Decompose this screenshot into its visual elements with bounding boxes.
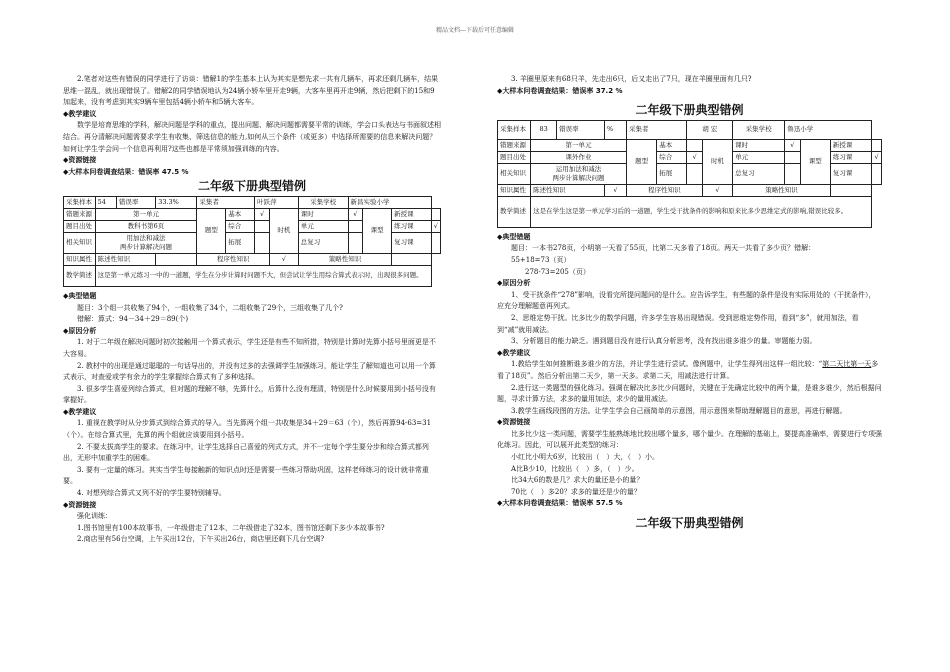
suggestion-item: 3.教学生画线段图的方法。让学生学会自己画简单的示意图，用示意图来帮助理解题目的意思，再进行解题。 [511,406,847,415]
left-column [63,74,441,546]
table-cell: 课外作业 [531,151,627,163]
table-cell: 综合 [226,220,255,232]
table-cell: 拓展 [657,163,687,184]
table-cell: 策略性知识 [733,184,831,196]
table-row [64,253,441,265]
table-cell: 程序性知识 [626,184,702,196]
table-cell: √ [702,184,732,196]
table-cell: 陈述性知识 [95,253,156,265]
suggestion-item: 3. 要有一定量的练习。其实当学生每接触新的知识点时还是需要一些练习帮助巩固，这样老师练习的设计就非常重要。 [63,465,429,486]
table-cell: 总复习 [298,232,348,253]
typical-error-answer: 55+18=73（页） [511,255,571,264]
table-cell [785,163,800,184]
resource-item: 比多比少这一类问题，需要学生能熟练地比较出哪个量多，哪个量少。在理解的基础上，要提高准确率，需要进行专项强化练习。因此，可以展开此类型的练习： [497,429,882,450]
table-cell: √ [431,220,440,232]
table-cell: % [605,120,627,139]
table-cell: 用加法和减法 两步计算解决问题 [95,232,197,253]
table-cell: 复习课 [392,232,431,253]
teaching-suggestion-heading: ◆教学建议 [497,348,531,357]
table-cell: 复习课 [830,163,871,184]
table-cell: 错题来源 [498,139,531,151]
table-cell: 题目出处 [64,220,96,232]
table-cell: 课型 [800,139,830,184]
table-cell: 新授课 [392,208,431,220]
resource-link-heading: ◆资源链接 [63,500,97,509]
suggestion-text: 1.教给学生如何推断谁多谁少的方法，并让学生进行尝试。像例题中，让学生得列出这样一组比较：“ [511,360,823,369]
table-cell: 教学简述 [64,265,96,286]
table-cell: 题目出处 [498,151,531,163]
table-cell: 54 [95,196,116,208]
resource-item: 2.商店里有56台空调，上午买出12台，下午买出26台，商店里还剩下几台空调? [77,535,325,544]
cause-item: 2. 教材中的出现是通过聪聪的一句话导出的，并没有过多的去强调学生加强练习，能让学生了解知道也可以用一个算式表示，对查爱或学有余力的学生掌握综合算式有了多种选择。 [63,361,436,382]
cause-analysis-heading: ◆原因分析 [497,279,531,288]
resource-item: 强化训练： [77,512,112,521]
table-cell: 胡 宏 [687,120,733,139]
table-cell: 教科书第6页 [95,220,197,232]
table-cell: √ [785,139,800,151]
table-cell: 综合 [657,151,687,163]
table-cell [785,151,800,163]
suggestion-text: 多看了18页”。然后分析出第二天少，第一天多。求第二天，用减法进行计算。 [497,360,879,380]
table-cell: 拓展 [226,232,255,253]
right-column [497,74,882,533]
cause-item: 3、分析题目的能力缺乏。遇到题目没有进行认真分析思考，没有找出谁多谁少的量。审题能力弱。 [511,337,817,346]
typical-error-answer: 278-73=205（页） [525,267,590,276]
table-cell [687,163,702,184]
table-cell: 时机 [702,139,732,184]
table-cell [872,163,882,184]
table-cell: 采集样本 [64,196,96,208]
table-cell: 错误率 [116,196,155,208]
table-cell: 83 [531,120,557,139]
table-cell: 相关知识 [498,163,531,184]
typical-error-heading: ◆典型错题 [497,232,531,241]
table-cell: 单元 [733,151,785,163]
survey-result: ◆大样本问卷调查结果：错误率 57.5 % [497,499,623,508]
typical-error-question: 题目：3个组一共收集了94个，一组收集了34个，二组收集了29个，三组收集了几个? [77,303,343,312]
table-row [498,139,882,151]
table-cell: 教学简述 [498,196,531,227]
cause-item: 1、受干扰条件“278”影响，没看完所提问题问的是什么。应告诉学生，有些题的条件是没有实际用处的（干扰条件），应充分理解题意再列式。 [497,290,876,311]
cause-item: 2、思维定势干扰。比多比少的数学问题，许多学生容易出现错误。受到思维定势作用，看到“多”，就用加法，看到“减”就用减法。 [497,313,859,334]
typical-error-heading: ◆典型错题 [63,291,97,300]
table-cell: 时机 [269,208,298,253]
table-cell: 单元 [298,220,348,232]
table-cell: 相关知识 [64,232,96,253]
teaching-suggestion-heading: ◆教学建议 [63,109,97,118]
typical-error-question: 题目：一本书278页，小明第一天看了55页，比第二天多看了18页。两天一共看了多少页？错解： [511,244,816,253]
typical-error-answer: 错解：算式：94－34＋29＝89(个) [77,315,189,324]
suggestion-item: 2. 不要太拔高学生的要求。在练习中，让学生选择自己喜爱的列式方式，并不一定每个学生要分步和综合算式都列出，无形中加重学生的困难。 [63,442,429,463]
table-cell: 新昌实验小学 [348,196,431,208]
table-cell: 叶跃萍 [255,196,299,208]
table-cell [872,139,882,151]
table-cell: 陈述性知识 [531,184,605,196]
error-record-table [63,196,441,287]
table-row [498,120,882,139]
table-row [64,265,441,286]
suggestion-item: 1. 重视在教学时从分步算式到综合算式的导入。当先算两个组一共收集是34＋29＝63（个），然后再算94-63=31（个）。在综合算式里，先算的两个组就应该要用到小括号。 [63,419,432,440]
table-cell [392,253,431,265]
cause-item: 3. 很多学生喜爱列综合算式，但对题的理解不够，先算什么，后算什么没有理清，特别是什么时候要用到小括号没有掌握好。 [63,384,436,405]
table-cell: 知识属性 [498,184,531,196]
table-cell: 课型 [363,208,392,253]
survey-result: ◆大样本问卷调查结果：错误率 37.2 % [497,86,623,95]
intro-paragraph: 2.笔者对这些有错误的同学进行了访谈：错解1的学生基本上认为其实是想先求一共有几辆车，再求还剩几辆车，结果思维一混乱，就出现错误了。错解2的同学错误地认为24辆小轿车里开走9辆，大客车里再开走9辆，然后把剩下的15和9加起来，没有考虑到其实9辆车里包括4辆小轿车和5辆大客车。 [63,75,439,107]
practice-item: 比34大6的数是几？求大的量还是小的量？ [511,476,644,485]
section-title: 二年级下册典型错例 [197,179,306,194]
table-cell: 这是在学生这是第一单元学习后的一道题，学生受干扰条件的影响和原来比多少思维定式的影响,错误比较多。 [531,196,872,227]
table-cell [156,253,197,265]
table-cell [687,139,702,151]
table-cell [348,232,363,253]
table-cell: 新授课 [830,139,871,151]
table-cell: √ [255,208,270,220]
table-cell: 程序性知识 [197,253,269,265]
practice-item: A比B少10，比较出（ ）多，（ ）少。 [511,464,639,473]
cause-item: 1. 对于二年级在解决问题时初次接触用一个算式表示，学生还是有些不知所措，特别是计算时先算小括号里面更是不大容易。 [63,338,436,358]
resource-link-heading: ◆资源链接 [63,156,97,165]
table-cell: 基本 [226,208,255,220]
table-row [498,196,882,227]
table-cell: 知识属性 [64,253,96,265]
suggestion-item: 4. 对想列综合算式又列不好的学生要特别辅导。 [77,489,226,498]
survey-result: ◆大样本问卷调查结果：错误率 47.5 % [63,167,189,176]
table-cell: 采集者 [197,196,255,208]
table-cell: 练习课 [830,151,871,163]
exercise-item: 3. 羊圈里原来有68只羊，先走出6只，后又走出了7只，现在羊圈里面有几只? [511,75,752,83]
section-title: 二年级下册典型错例 [635,103,744,118]
table-cell: 题型 [197,208,226,253]
table-cell: √ [687,151,702,163]
table-cell [255,220,270,232]
error-record-table [497,120,882,228]
table-cell: 运用加法和减法 两步计算解决问题 [531,163,627,184]
table-cell: 采集学校 [298,196,348,208]
practice-item: 70比（ ）多20？求多的量还是少的量？ [511,487,641,496]
resource-link-heading: ◆资源链接 [497,418,531,427]
cause-analysis-heading: ◆原因分析 [63,326,97,335]
table-cell [830,184,871,196]
table-cell: 采集者 [626,120,687,139]
table-cell: 课时 [733,139,785,151]
underlined-phrase: 第二天比第一天 [822,360,872,369]
resource-item: 1.图书馆里有100本故事书，一年级借走了12本，二年级借走了32本，图书馆还剩下多少本故事书? [77,523,385,532]
table-cell: 采集样本 [498,120,531,139]
table-cell [431,232,440,253]
teaching-suggestion-heading: ◆教学建议 [63,407,97,416]
table-cell: √ [348,208,363,220]
table-cell: 基本 [657,139,687,151]
table-cell: 策略性知识 [298,253,391,265]
table-cell: √ [269,253,298,265]
table-row [64,196,441,208]
table-cell: 错误率 [557,120,605,139]
table-cell: 课时 [298,208,348,220]
table-cell: √ [605,184,627,196]
section-title: 二年级下册典型错例 [635,516,744,531]
table-cell [348,220,363,232]
table-cell: 第一单元 [95,208,197,220]
table-cell: 题型 [626,139,656,184]
suggestion-item: 2.进行这一类题型的强化练习。强调在解决比多比少问题时，关键在于先确定比较中的两个量，是谁多谁少，然后根据问题，寻求计算方法，求多的量用加法，求少的量用减法。 [497,383,882,404]
table-cell: 33.3% [156,196,197,208]
table-cell: 错题来源 [64,208,96,220]
teaching-suggestion-text: 数学是培育思维的学科，解决问题是学科的重点，提出问题、解决问题都需要平常的训练，学会口头表达与书面叙述相结合。再分清解决问题需要求学生有收集、筛选信息的能力,如何从三个条件（或更多）中选择所需要的信息来解决问题？如何让学生学会问一个信息再利用?这些也都是平常须加强训练的内容。 [63,121,441,153]
table-cell: 这是第一单元练习一中的一道题，学生在分步计算时问题不大，但尝试让学生用综合算式表示时，出现很多问题。 [95,265,431,286]
page-header: 精品文档---下载后可任意编辑 [435,27,515,34]
table-row [498,184,882,196]
table-cell: 练习课 [392,220,431,232]
table-cell: √ [872,151,882,163]
table-cell: 采集学校 [733,120,785,139]
table-cell [255,232,270,253]
table-cell: 第一单元 [531,139,627,151]
suggestion-item [497,359,882,382]
table-cell [431,208,440,220]
table-row [64,208,441,220]
practice-item: 小红比小明大6岁，比较出（ ）大，（ ）小。 [511,453,659,462]
table-cell: 总复习 [733,163,785,184]
table-cell: 鲁迅小学 [785,120,872,139]
